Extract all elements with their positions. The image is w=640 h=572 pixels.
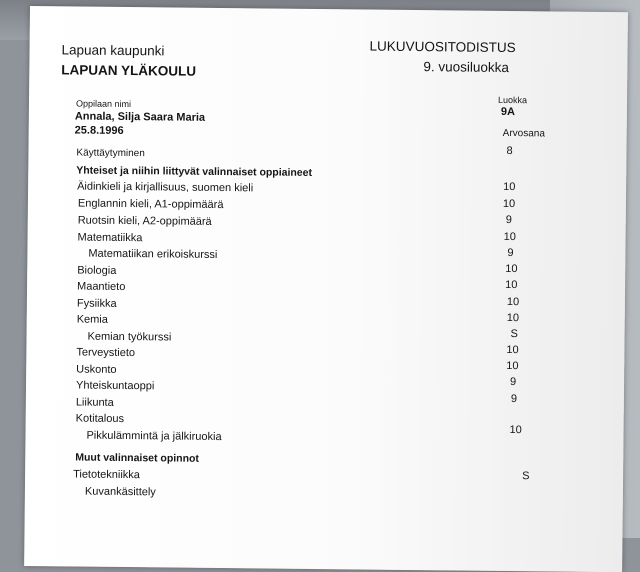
subject-grade: 10	[506, 296, 520, 309]
behavior-label: Käyttäytyminen	[76, 147, 145, 160]
subject-label: Maantieto	[77, 280, 126, 294]
subject-grade: 9	[505, 213, 512, 227]
student-name-label: Oppilaan nimi	[75, 98, 132, 110]
subject-label: Kemian työkurssi	[87, 330, 172, 344]
city-name: Lapuan kaupunki	[61, 42, 165, 59]
subject-grade: 10	[503, 180, 516, 194]
document-title: LUKUVUOSITODISTUS	[369, 38, 516, 56]
subject-grade: 9	[510, 393, 518, 406]
subject-label: Fysiikka	[76, 297, 117, 310]
class-value: 9A	[500, 105, 516, 119]
subject-label: Tietotekniikka	[73, 468, 140, 482]
subject-grade: S	[510, 328, 518, 341]
subject-label: Kemia	[76, 313, 108, 326]
subject-label: Yhteiskuntaoppi	[75, 379, 155, 393]
subject-label: Kuvankäsittely	[84, 485, 156, 499]
subject-grade: S	[522, 470, 530, 483]
subject-label: Äidinkieli ja kirjallisuus, suomen kieli	[77, 180, 254, 195]
subject-grade: 10	[509, 424, 522, 437]
subject-grade: 9	[510, 376, 517, 389]
school-name: LAPUAN YLÄKOULU	[61, 62, 197, 79]
subject-grade: 10	[503, 230, 516, 244]
subject-grade: 10	[505, 262, 518, 276]
subject-label: Matematiikan erikoiskurssi	[88, 247, 218, 261]
subject-grade: 10	[506, 344, 519, 357]
subject-label: Ruotsin kieli, A2-oppimäärä	[77, 214, 212, 228]
subject-label: Pikkulämmintä ja jälkiruokia	[86, 429, 222, 444]
subject-label: Uskonto	[76, 363, 117, 376]
subject-label: Kotitalous	[75, 412, 125, 426]
certificate-sheet	[24, 6, 628, 572]
common-subjects-heading: Yhteiset ja niihin liittyvät valinnaiset oppiaineet	[76, 164, 313, 179]
subject-label: Matematiikka	[77, 231, 143, 245]
class-label: Luokka	[497, 94, 528, 106]
behavior-grade: 8	[506, 144, 513, 158]
student-birthdate: 25.8.1996	[74, 124, 124, 137]
subject-grade: 9	[507, 247, 514, 260]
subject-grade: 10	[506, 312, 520, 325]
subject-label: Biologia	[77, 264, 117, 277]
subject-grade: 10	[506, 360, 519, 373]
subject-label: Liikunta	[75, 396, 114, 409]
subject-grade: 10	[502, 197, 516, 211]
grade-column-label: Arvosana	[502, 127, 545, 140]
subject-label: Englannin kieli, A1-oppimäärä	[77, 197, 224, 212]
subject-label: Terveystieto	[76, 346, 136, 360]
other-subjects-heading: Muut valinnaiset opinnot	[75, 451, 200, 465]
grade-level: 9. vuosiluokka	[423, 59, 510, 76]
subject-grade: 10	[505, 278, 518, 292]
student-name: Annala, Silja Saara Maria	[74, 110, 206, 124]
